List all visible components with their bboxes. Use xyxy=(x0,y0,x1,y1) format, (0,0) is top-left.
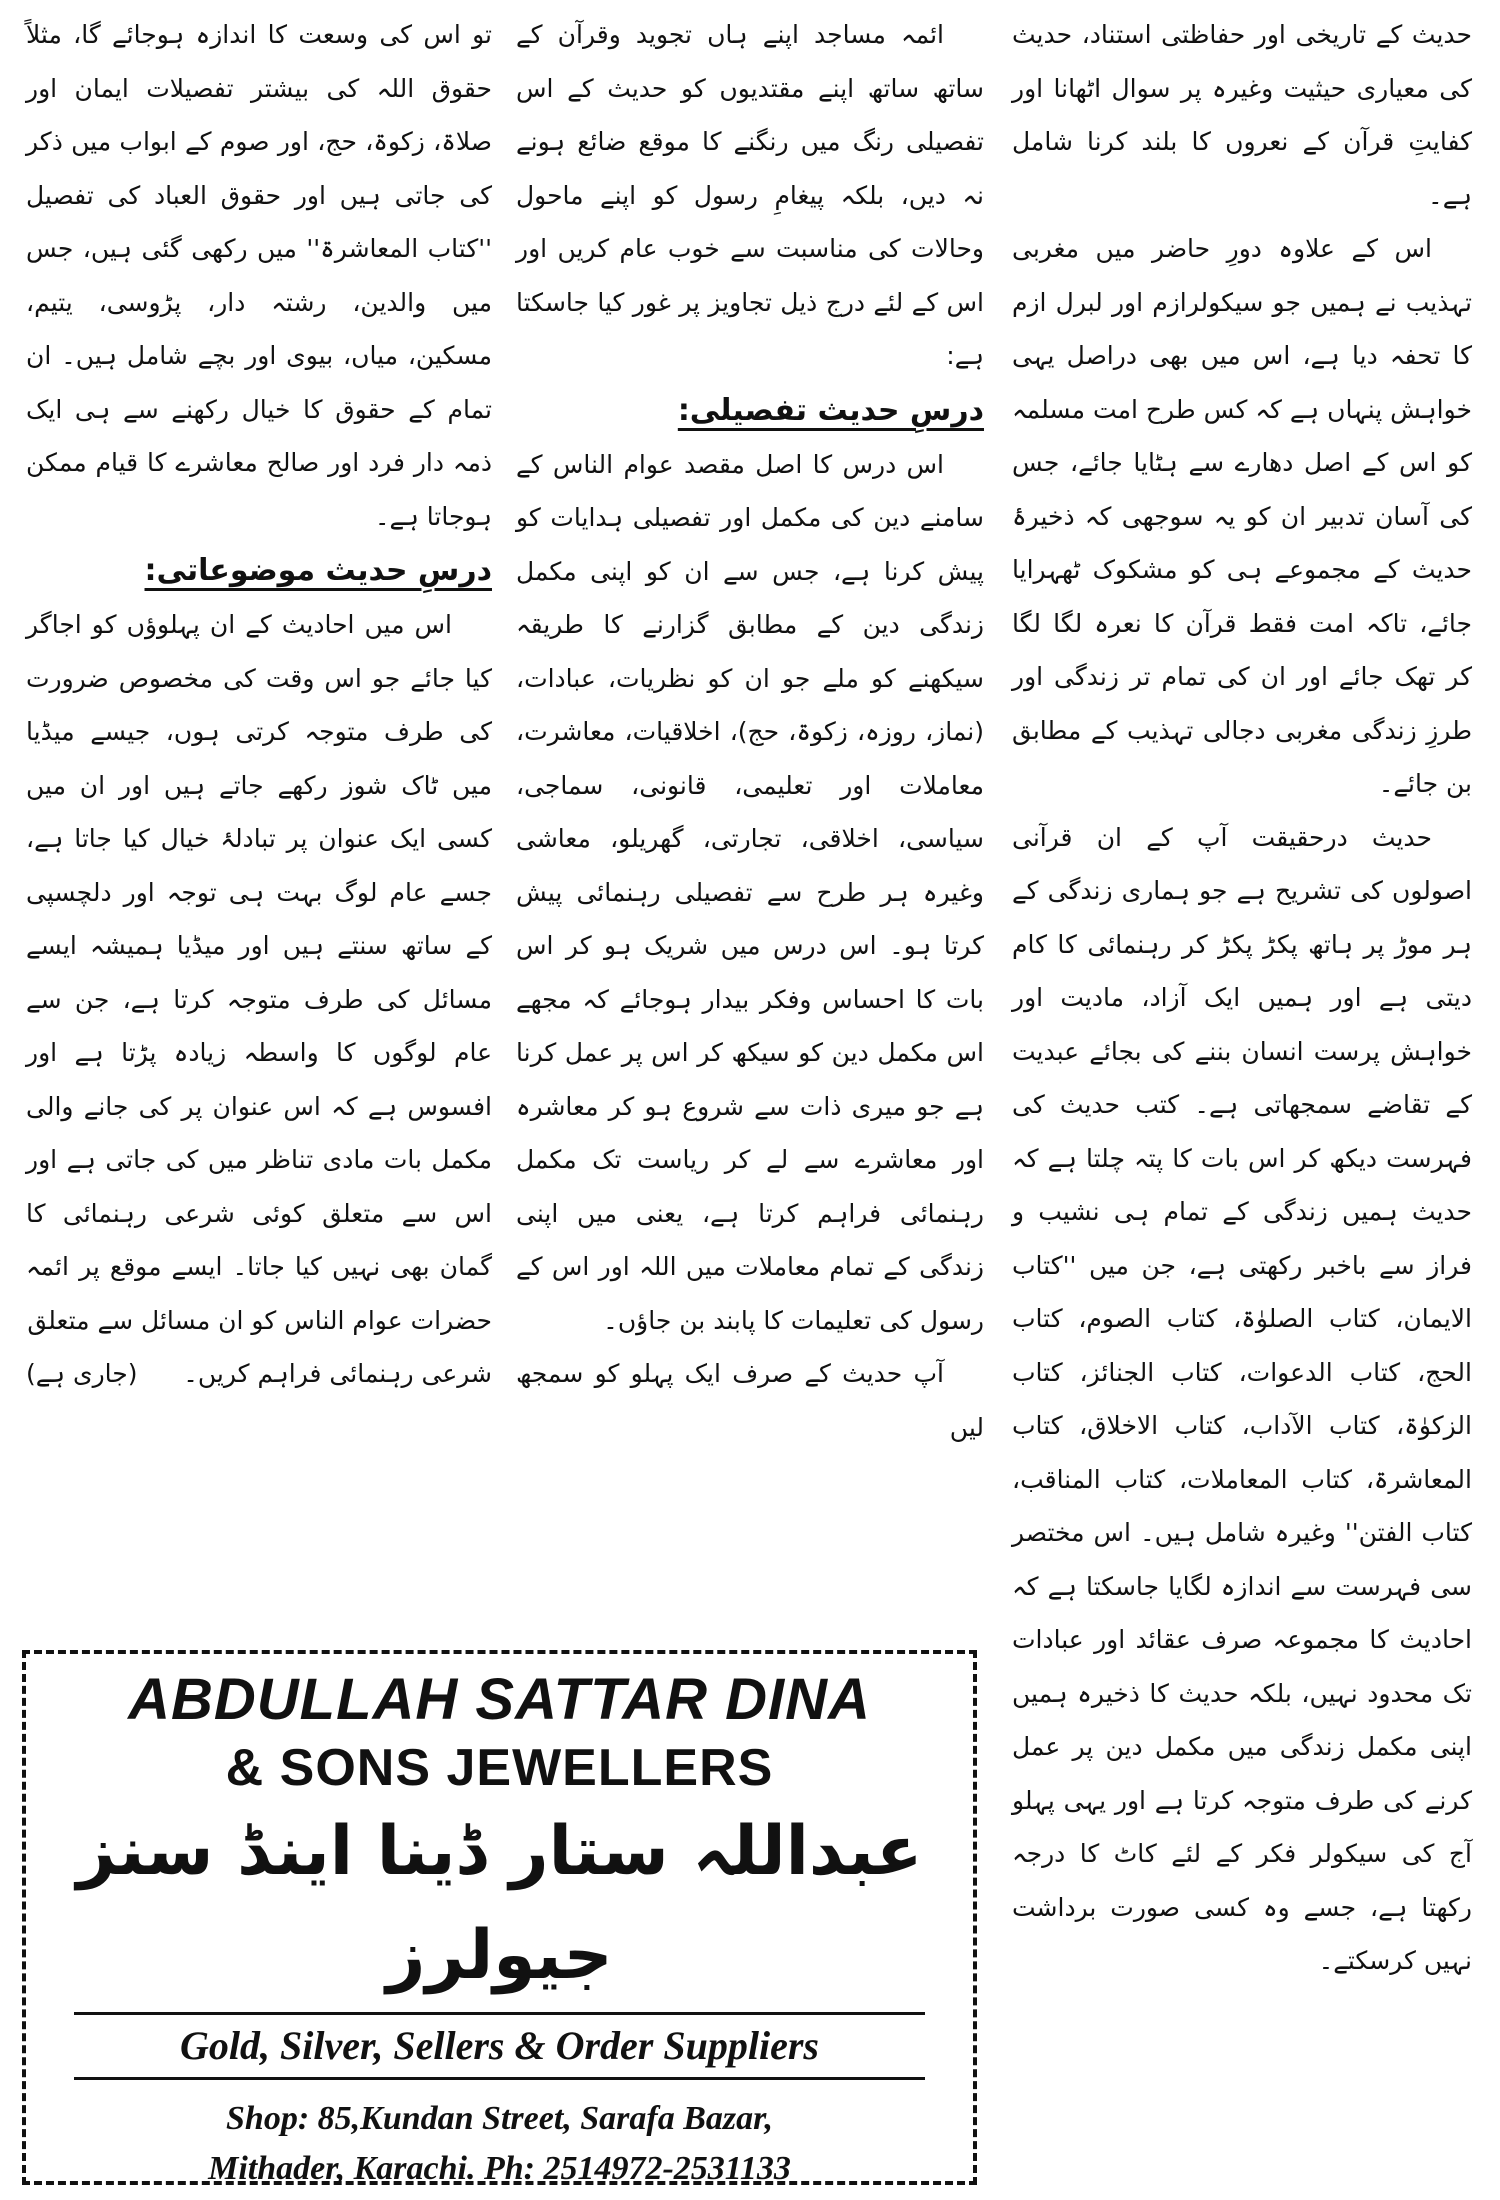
ad-address-line2: Mithader, Karachi. Ph: 2514972-2531133 xyxy=(208,2150,791,2187)
ad-business-name-line2: & SONS JEWELLERS xyxy=(225,1739,774,1797)
article-column-left xyxy=(26,8,492,1618)
ad-address-line1: Shop: 85,Kundan Street, Sarafa Bazar, xyxy=(226,2100,773,2137)
article-column-middle xyxy=(516,8,984,1618)
continued-note: (جاری ہے) xyxy=(26,1359,138,1388)
paragraph: اس کے علاوہ دورِ حاضر میں مغربی تہذیب نے ہمیں جو سیکولرازم اور لبرل ازم کا تحفہ دیا ہے، اس میں بھی دراصل یہی خواہش پنہاں ہے کہ کس طرح امت مسلمہ کو اس کے اصل دھارے سے ہٹایا جائے، جس کی آسان تدبیر ان کو یہ سوجھی کہ ذخیرۂ حدیث کے مجموعے ہی کو مشکوک ٹھہرایا جائے، تاکہ امت فقط قرآن کا نعرہ لگا لگا کر تھک جائے اور ان کی تمام تر زندگی اور طرزِ زندگی مغربی دجالی تہذیب کے مطابق بن جائے۔ xyxy=(1012,234,1472,798)
paragraph: اس درس کا اصل مقصد عوام الناس کے سامنے دین کی مکمل اور تفصیلی ہدایات کو پیش کرنا ہے، جس سے ان کو اپنی مکمل زندگی دین کے مطابق گزارنے کا طریقہ سیکھنے کو ملے جو ان کو نظریات، عبادات، (نماز، روزہ، زکوۃ، حج)، اخلاقیات، معاشرت، معاملات اور تعلیمی، قانونی، سماجی، سیاسی، اخلاقی، تجارتی، گھریلو، معاشی وغیرہ ہر طرح سے تفصیلی رہنمائی پیش کرتا ہو۔ اس درس میں شریک ہو کر اس بات کا احساس وفکر بیدار ہوجائے کہ مجھے اس مکمل دین کو سیکھ کر اس پر عمل کرنا ہے جو میری ذات سے شروع ہو کر معاشرہ اور معاشرے سے لے کر ریاست تک مکمل رہنمائی فراہم کرتا ہے، یعنی میں اپنی زندگی کے تمام معاملات میں اللہ اور اس کے رسول کی تعلیمات کا پابند بن جاؤں۔ xyxy=(516,449,984,1335)
paragraph: اس میں احادیث کے ان پہلوؤں کو اجاگر کیا جائے جو اس وقت کی مخصوص ضرورت کی طرف متوجہ کرتی ہوں، جیسے میڈیا میں ٹاک شوز رکھے جاتے ہیں اور ان میں کسی ایک عنوان پر تبادلۂ خیال کیا جاتا ہے، جسے عام لوگ بہت ہی توجہ اور دلچسپی کے ساتھ سنتے ہیں اور میڈیا ہمیشہ ایسے مسائل کی طرف متوجہ کرتا ہے، جن سے عام لوگوں کا واسطہ زیادہ پڑتا ہے اور افسوس ہے کہ اس عنوان پر کی جانے والی مکمل بات مادی تناظر میں کی جاتی ہے اور اس سے متعلق کوئی شرعی رہنمائی کا گمان بھی نہیں کیا جاتا۔ ایسے موقع پر ائمہ حضرات عوام الناس کو ان مسائل سے متعلق xyxy=(26,610,492,1335)
section-heading: درسِ حدیث موضوعاتی: xyxy=(144,553,492,588)
paragraph: آپ حدیث کے صرف ایک پہلو کو سمجھ لیں xyxy=(516,1359,984,1442)
paragraph: حدیث کے تاریخی اور حفاظتی استناد، حدیث کی معیاری حیثیت وغیرہ پر سوال اٹھانا اور کفایتِ قرآن کے نعروں کا بلند کرنا شامل ہے۔ xyxy=(1012,20,1472,210)
ad-urdu-name: عبداللہ ستار ڈینا اینڈ سنز جیولرز xyxy=(76,1812,923,1995)
section-heading: درسِ حدیث تفصیلی: xyxy=(677,392,984,428)
jeweller-advertisement xyxy=(22,1650,977,2185)
article-column-right xyxy=(1012,8,1472,2188)
paragraph: ائمہ مساجد اپنے ہاں تجوید وقرآن کے ساتھ ساتھ اپنے مقتدیوں کو حدیث کے اس تفصیلی رنگ میں رنگنے کا موقع ضائع ہونے نہ دیں، بلکہ پیغامِ رسول کو اپنے ماحول وحالات کی مناسبت سے خوب عام کریں اور اس کے لئے درج ذیل تجاویز پر غور کیا جاسکتا ہے: xyxy=(516,20,984,370)
ad-tagline: Gold, Silver, Sellers & Order Suppliers xyxy=(74,2012,925,2080)
paragraph-end: شرعی رہنمائی فراہم کریں۔ xyxy=(183,1359,492,1388)
paragraph: حدیث درحقیقت آپ کے ان قرآنی اصولوں کی تشریح ہے جو ہماری زندگی کے ہر موڑ پر ہاتھ پکڑ پکڑ کر رہنمائی کا کام دیتی ہے اور ہمیں ایک آزاد، مادیت اور خواہش پرست انسان بننے کی بجائے عبدیت کے تقاضے سمجھاتی ہے۔ کتب حدیث کی فہرست دیکھ کر اس بات کا پتہ چلتا ہے کہ حدیث ہمیں زندگی کے تمام ہی نشیب و فراز سے باخبر رکھتی ہے، جن میں ''کتاب الایمان، کتاب الصلوٰۃ، کتاب الصوم، کتاب الحج، کتاب الدعوات، کتاب الجنائز، کتاب الزکوٰۃ، کتاب الآداب، کتاب الاخلاق، کتاب المعاشرۃ، کتاب المعاملات، کتاب المناقب، کتاب الفتن'' وغیرہ شامل ہیں۔ اس مختصر سی فہرست سے اندازہ لگایا جاسکتا ہے کہ احادیث کا مجموعہ صرف عقائد اور عبادات تک محدود نہیں، بلکہ حدیث کا ذخیرہ ہمیں اپنی مکمل زندگی میں مکمل دین پر عمل کرنے کی طرف متوجہ کرتا ہے اور یہی پہلو آج کی سیکولر فکر کے لئے کاٹ کا درجہ رکھتا ہے، جسے وہ کسی صورت برداشت نہیں کرسکتے۔ xyxy=(1012,822,1472,1975)
paragraph: تو اس کی وسعت کا اندازہ ہوجائے گا، مثلاً حقوق اللہ کی بیشتر تفصیلات ایمان اور صلاۃ، زکوۃ، حج، اور صوم کے ابواب میں ذکر کی جاتی ہیں اور حقوق العباد کی تفصیل ''کتاب المعاشرۃ'' میں رکھی گئی ہیں، جس میں والدین، رشتہ دار، پڑوسی، یتیم، مسکین، میاں، بیوی اور بچے شامل ہیں۔ ان تمام کے حقوق کا خیال رکھنے سے ہی ایک ذمہ دار فرد اور صالح معاشرے کا قیام ممکن ہوجاتا ہے۔ xyxy=(26,20,492,531)
closing-line xyxy=(26,1347,492,1401)
ad-business-name: ABDULLAH SATTAR DINA xyxy=(128,1667,871,1732)
